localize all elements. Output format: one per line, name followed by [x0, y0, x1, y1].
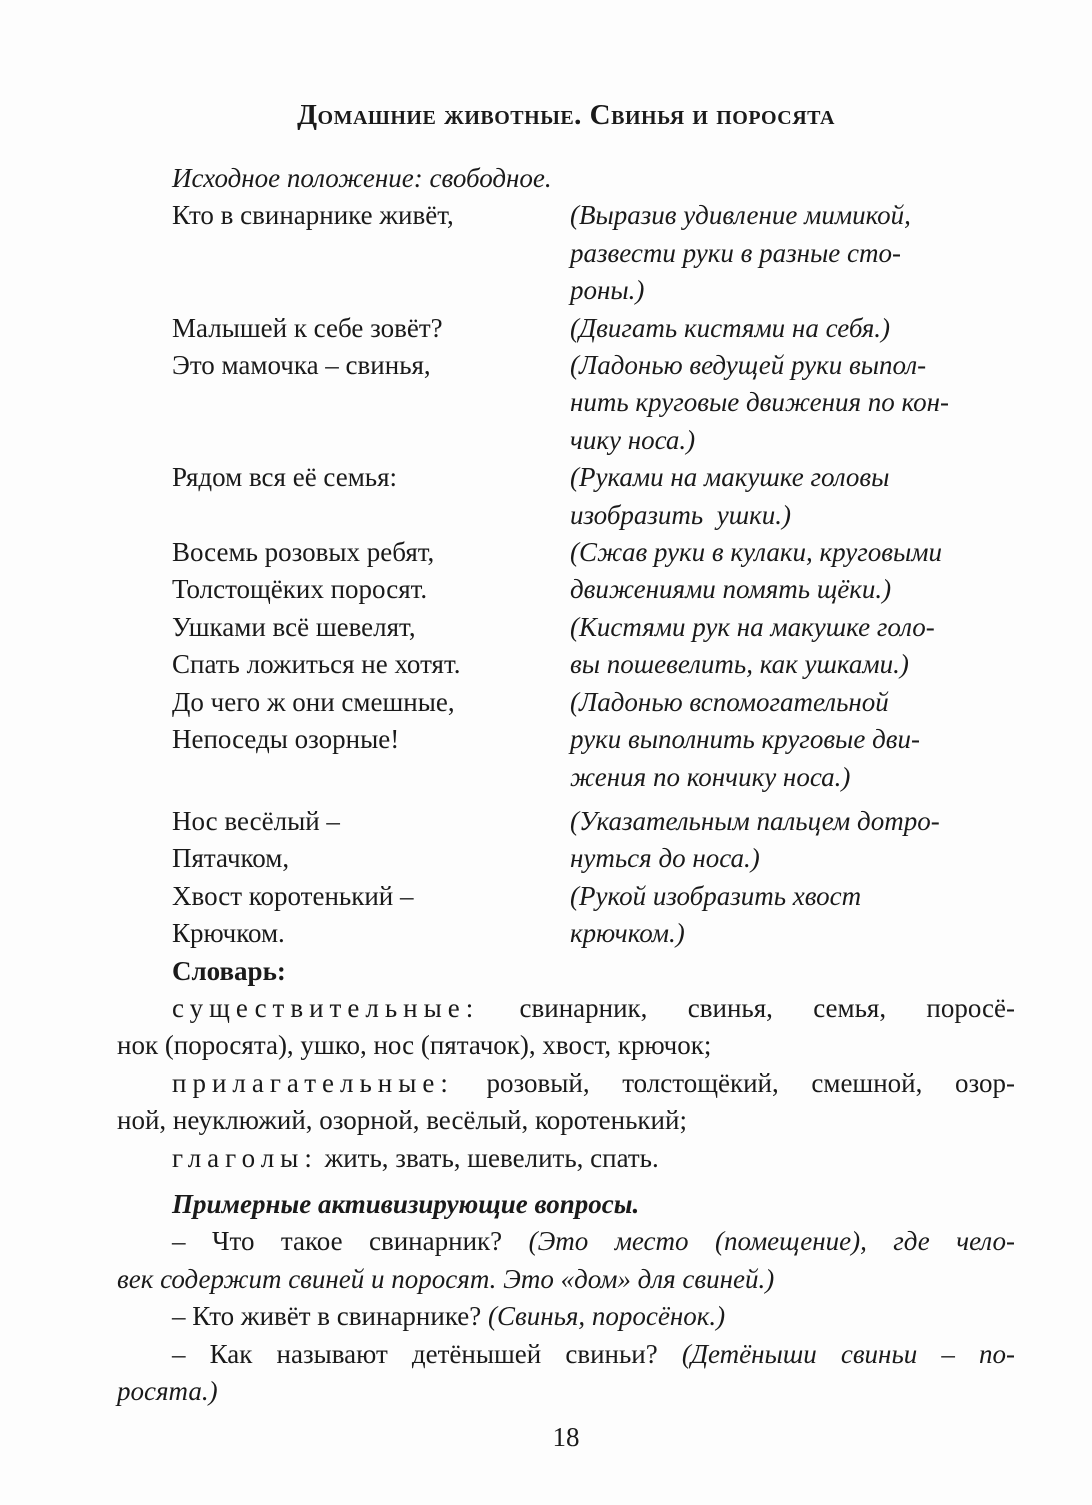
page-number: 18 — [552, 1422, 580, 1453]
vocabulary-entries — [117, 990, 1015, 1177]
question-line — [117, 1298, 1015, 1335]
text-segment: существительные: — [172, 992, 480, 1023]
vocabulary-line — [117, 1102, 1015, 1139]
poem-verse-line: Восемь розовых ребят, — [172, 537, 435, 568]
question-line — [117, 1261, 1015, 1298]
questions-section — [117, 1186, 1015, 1410]
text-segment: прилагательные: — [172, 1067, 454, 1098]
vocabulary-section — [117, 953, 1015, 1177]
exercise-section — [117, 160, 1015, 953]
text-segment: розовый, толстощёкий, смешной, озор- — [453, 1067, 1015, 1098]
poem-instruction-column — [570, 878, 1015, 953]
poem-verse-line: Ушками всё шевелят, — [172, 611, 416, 642]
poem-instruction-line: крючком.) — [570, 918, 685, 949]
poem-row — [172, 684, 1015, 796]
poem-row — [172, 197, 1015, 309]
poem-verse-line: До чего ж они смешные, — [172, 686, 455, 717]
text-segment: (Свинья, поросёнок.) — [487, 1301, 726, 1332]
vocabulary-heading: Словарь: — [172, 955, 286, 986]
text-segment: век содержит свиней и поросят. Это «дом» для свиней.) — [117, 1263, 775, 1294]
poem-instruction-line: (Руками на макушке головы — [570, 462, 890, 493]
poem-verse-line: Хвост коротенький – — [172, 880, 414, 911]
poem-verse-line: Это мамочка – свинья, — [172, 350, 431, 381]
poem-instruction-line: развести руки в разные сто- — [570, 237, 902, 268]
text-segment: нок (поросята), ушко, нос (пятачок), хвост, крючок; — [117, 1030, 712, 1061]
poem-verse-column — [172, 347, 570, 459]
poem-instruction-line: (Сжав руки в кулаки, круговыми — [570, 537, 943, 568]
text-segment: свинарник, свинья, семья, поросё- — [479, 992, 1015, 1023]
poem-row — [172, 878, 1015, 953]
poem-row — [172, 347, 1015, 459]
poem-instruction-line: нить круговые движения по кон- — [570, 387, 950, 418]
question-line — [117, 1223, 1015, 1260]
poem-verse-line: Пятачком, — [172, 843, 290, 874]
poem-verse-line: Спать ложиться не хотят. — [172, 649, 461, 680]
poem-instruction-column — [570, 609, 1015, 684]
poem-instruction-line: (Рукой изобразить хвост — [570, 880, 862, 911]
poem-verse-line: Малышей к себе зовёт? — [172, 312, 443, 343]
text-segment: (Детёныши свиньи – по- — [681, 1338, 1016, 1369]
poem-instruction-line: нуться до носа.) — [570, 843, 760, 874]
question-list — [117, 1223, 1015, 1410]
poem-instruction-line: руки выполнить круговые дви- — [570, 724, 920, 755]
poem-row — [172, 459, 1015, 534]
text-segment: глаголы: — [172, 1142, 318, 1173]
question-line — [117, 1373, 1015, 1410]
poem-instruction-line: (Двигать кистями на себя.) — [570, 312, 891, 343]
text-segment: (Это место (помещение), где чело- — [528, 1226, 1016, 1257]
questions-heading: Примерные активизирующие вопросы. — [172, 1188, 640, 1219]
page-title: Домашние животные. Свинья и поросята — [297, 99, 835, 131]
poem-row — [172, 310, 1015, 347]
poem-instruction-line: изобразить ушки.) — [570, 499, 791, 530]
poem-instruction-column — [570, 459, 1015, 534]
poem-verse-line: Непоседы озорные! — [172, 724, 400, 755]
poem-verse-column — [172, 459, 570, 534]
poem-instruction-line: (Указательным пальцем дотро- — [570, 805, 940, 836]
poem-row — [172, 803, 1015, 878]
poem-verse-line: Крючком. — [172, 918, 285, 949]
poem-instruction-line: роны.) — [570, 275, 645, 306]
text-segment: росята.) — [117, 1376, 218, 1406]
question-line — [117, 1336, 1015, 1373]
poem-rows — [117, 197, 1015, 952]
text-segment: – Что такое свинарник? — [172, 1226, 529, 1257]
poem-verse-column — [172, 684, 570, 796]
poem-instruction-column — [570, 310, 1015, 347]
poem-verse-column — [172, 310, 570, 347]
vocabulary-line — [117, 990, 1015, 1027]
poem-instruction-line: жения по кончику носа.) — [570, 761, 851, 792]
poem-verse-line: Рядом вся её семья: — [172, 462, 398, 493]
poem-instruction-line: (Кистями рук на макушке голо- — [570, 611, 935, 642]
poem-instruction-line: (Ладонью ведущей руки выпол- — [570, 350, 927, 381]
text-segment: – Кто живёт в свинарнике? — [172, 1301, 488, 1332]
poem-instruction-line: вы пошевелить, как ушками.) — [570, 649, 909, 680]
poem-instruction-line: движениями помять щёки.) — [570, 574, 892, 605]
vocabulary-line — [117, 1027, 1015, 1064]
poem-verse-line: Толстощёких поросят. — [172, 574, 428, 605]
text-segment: – Как называют детёнышей свиньи? — [172, 1338, 682, 1369]
vocabulary-line — [117, 1140, 1015, 1177]
text-segment: ной, неуклюжий, озорной, весёлый, коротенький; — [117, 1105, 687, 1136]
poem-instruction-column — [570, 803, 1015, 878]
poem-instruction-line: (Выразив удивление мимикой, — [570, 200, 911, 231]
poem-verse-column — [172, 197, 570, 309]
vocabulary-line — [117, 1065, 1015, 1102]
poem-instruction-column — [570, 684, 1015, 796]
poem-verse-column — [172, 534, 570, 609]
starting-position-line: Исходное положение: свободное. — [172, 163, 552, 193]
poem-instruction-line: чику носа.) — [570, 424, 696, 455]
poem-row — [172, 534, 1015, 609]
poem-instruction-column — [570, 534, 1015, 609]
poem-instruction-line: (Ладонью вспомогательной — [570, 686, 889, 717]
poem-verse-column — [172, 878, 570, 953]
poem-row — [172, 609, 1015, 684]
poem-verse-line: Нос весёлый – — [172, 805, 340, 836]
poem-verse-column — [172, 609, 570, 684]
poem-instruction-column — [570, 347, 1015, 459]
poem-instruction-column — [570, 197, 1015, 309]
poem-verse-line: Кто в свинарнике живёт, — [172, 200, 454, 231]
poem-verse-column — [172, 803, 570, 878]
text-segment: жить, звать, шевелить, спать. — [317, 1142, 659, 1173]
